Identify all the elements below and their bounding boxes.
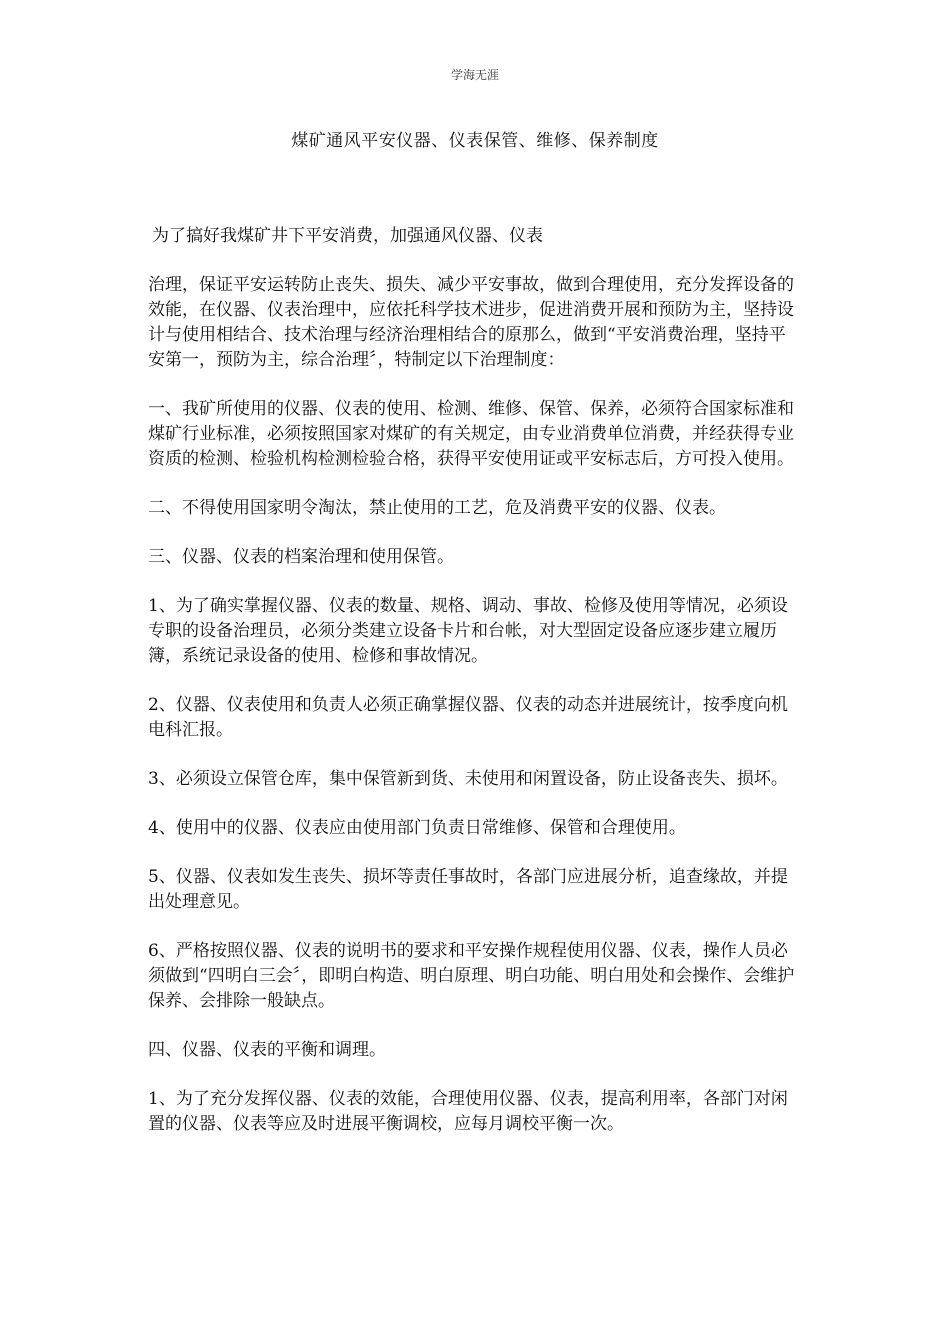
section-4-heading: 四、仪器、仪表的平衡和调理。 [148,1040,386,1060]
section-3-item-4: 4、使用中的仪器、仪表应由使用部门负责日常维修、保管和合理使用。 [148,818,686,838]
section-3-heading: 三、仪器、仪表的档案治理和使用保管。 [148,547,454,567]
section-3-item-1: 1、为了确实掌握仪器、仪表的数量、规格、调动、事故、检修及使用等情况，必须设专职的设备治理员，必须分类建立设备卡片和台帐，对大型固定设备应逐步建立履历簿，系统记录设备的使用、检修和事故情况。 [148,596,788,666]
section-4-item-1: 1、为了充分发挥仪器、仪表的效能，合理使用仪器、仪表，提高利用率，各部门对闲置的仪器、仪表等应及时进展平衡调校，应每月调校平衡一次。 [148,1089,788,1134]
page-header: 学海无涯 [450,68,499,82]
section-3-item-6: 6、严格按照仪器、仪表的说明书的要求和平安操作规程使用仪器、仪表，操作人员必须做到“四明白三会〞，即明白构造、明白原理、明白功能、明白用处和会操作、会维护保养、会排除一般缺点。 [148,941,795,1011]
document-title: 煤矿通风平安仪器、仪表保管、维修、保养制度 [291,131,659,151]
section-3-item-2: 2、仪器、仪表使用和负责人必须正确掌握仪器、仪表的动态并进展统计，按季度向机电科汇报。 [148,695,788,740]
paragraph-intro-continued: 治理，保证平安运转防止丧失、损失、减少平安事故，做到合理使用，充分发挥设备的效能，在仪器、仪表治理中，应依托科学技术进步，促进消费开展和预防为主，坚持设计与使用相结合、技术治理与经济治理相结合的原那么，做到“平安消费治理，坚持平安第一，预防为主，综合治理〞，特制定以下治理制度： [148,275,794,370]
paragraph-intro: 为了搞好我煤矿井下平安消费，加强通风仪器、仪表 [152,226,543,246]
document-body [148,224,798,1161]
section-3-item-5: 5、仪器、仪表如发生丧失、损坏等责任事故时，各部门应进展分析，追查缘故，并提出处理意见。 [148,867,788,912]
section-2-paragraph: 二、不得使用国家明令淘汰，禁止使用的工艺，危及消费平安的仪器、仪表。 [148,498,726,518]
section-3-item-3: 3、必须设立保管仓库，集中保管新到货、未使用和闲置设备，防止设备丧失、损坏。 [148,769,788,789]
section-1-paragraph: 一、我矿所使用的仪器、仪表的使用、检测、维修、保管、保养，必须符合国家标准和煤矿行业标准，必须按照国家对煤矿的有关规定，由专业消费单位消费，并经获得专业资质的检测、检验机构检测检验合格，获得平安使用证或平安标志后，方可投入使用。 [148,399,794,469]
